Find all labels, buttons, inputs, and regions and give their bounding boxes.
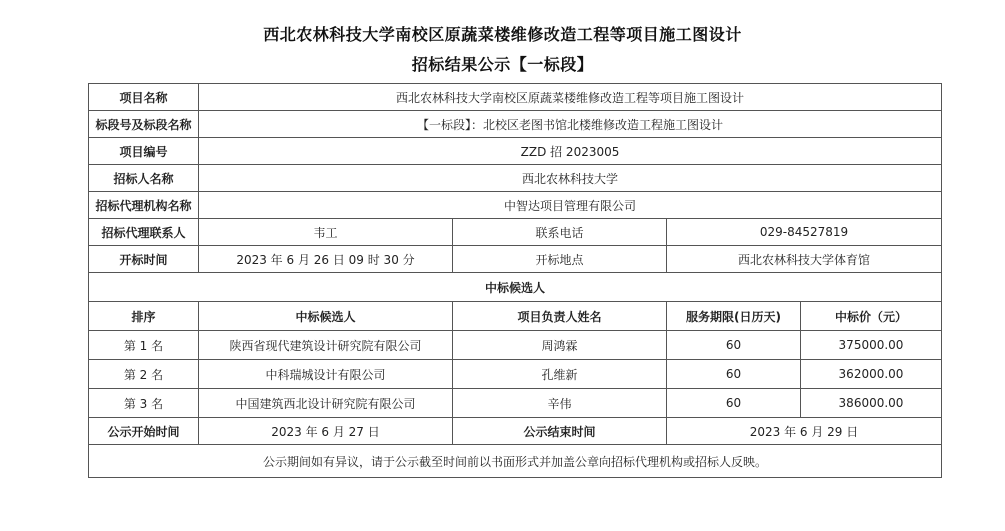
project-code-label: 项目编号: [89, 138, 199, 165]
project-name-label: 项目名称: [89, 84, 199, 111]
project-code-value: ZZD 招 2023005: [199, 138, 942, 165]
candidate-days: 60: [667, 360, 801, 389]
candidate-days: 60: [667, 331, 801, 360]
candidate-price: 375000.00: [801, 331, 942, 360]
section-name-value: 【一标段】：北校区老图书馆北楼维修改造工程施工图设计: [199, 111, 942, 138]
row-agency: [89, 192, 942, 219]
tenderer-value: 西北农林科技大学: [199, 165, 942, 192]
opening-time-value: 2023 年 6 月 26 日 09 时 30 分: [199, 246, 453, 273]
agency-value: 中智达项目管理有限公司: [199, 192, 942, 219]
candidate-rank: 第 3 名: [89, 389, 199, 418]
row-column-headers: [89, 302, 942, 331]
table-row: [89, 389, 942, 418]
row-project-code: [89, 138, 942, 165]
contact-value: 韦工: [199, 219, 453, 246]
table-row: [89, 331, 942, 360]
row-section-name: [89, 111, 942, 138]
candidate-leader: 辛伟: [453, 389, 667, 418]
row-tenderer: [89, 165, 942, 192]
notice-subtitle: 招标结果公示【一标段】: [411, 55, 594, 74]
opening-place-label: 开标地点: [453, 246, 667, 273]
table-row: [89, 360, 942, 389]
tenderer-label: 招标人名称: [89, 165, 199, 192]
publicity-end-value: 2023 年 6 月 29 日: [667, 418, 942, 445]
row-footer-note: [89, 445, 942, 478]
result-table: [88, 83, 942, 478]
row-publicity: [89, 418, 942, 445]
section-name-label: 标段号及标段名称: [89, 111, 199, 138]
candidate-company: 中国建筑西北设计研究院有限公司: [199, 389, 453, 418]
row-contact: [89, 219, 942, 246]
column-header-price: 中标价（元）: [801, 302, 942, 331]
row-project-name: [89, 84, 942, 111]
row-opening: [89, 246, 942, 273]
candidate-price: 386000.00: [801, 389, 942, 418]
candidate-days: 60: [667, 389, 801, 418]
opening-time-label: 开标时间: [89, 246, 199, 273]
candidate-company: 陕西省现代建筑设计研究院有限公司: [199, 331, 453, 360]
candidate-rank: 第 1 名: [89, 331, 199, 360]
candidate-price: 362000.00: [801, 360, 942, 389]
candidate-leader: 周鸿霖: [453, 331, 667, 360]
column-header-days: 服务期限(日历天): [667, 302, 801, 331]
agency-label: 招标代理机构名称: [89, 192, 199, 219]
phone-label: 联系电话: [453, 219, 667, 246]
opening-place-value: 西北农林科技大学体育馆: [667, 246, 942, 273]
phone-value: 029-84527819: [667, 219, 942, 246]
footer-note: 公示期间如有异议，请于公示截至时间前以书面形式并加盖公章向招标代理机构或招标人反映。: [89, 445, 942, 478]
column-header-rank: 排序: [89, 302, 199, 331]
column-header-leader: 项目负责人姓名: [453, 302, 667, 331]
notice-title: 西北农林科技大学南校区原蔬菜楼维修改造工程等项目施工图设计: [263, 25, 742, 44]
column-header-company: 中标候选人: [199, 302, 453, 331]
candidates-heading: 中标候选人: [89, 273, 942, 302]
candidate-company: 中科瑞城设计有限公司: [199, 360, 453, 389]
row-candidates-heading: [89, 273, 942, 302]
publicity-end-label: 公示结束时间: [453, 418, 667, 445]
publicity-start-value: 2023 年 6 月 27 日: [199, 418, 453, 445]
contact-label: 招标代理联系人: [89, 219, 199, 246]
publicity-start-label: 公示开始时间: [89, 418, 199, 445]
project-name-value: 西北农林科技大学南校区原蔬菜楼维修改造工程等项目施工图设计: [199, 84, 942, 111]
candidate-leader: 孔维新: [453, 360, 667, 389]
candidate-rank: 第 2 名: [89, 360, 199, 389]
